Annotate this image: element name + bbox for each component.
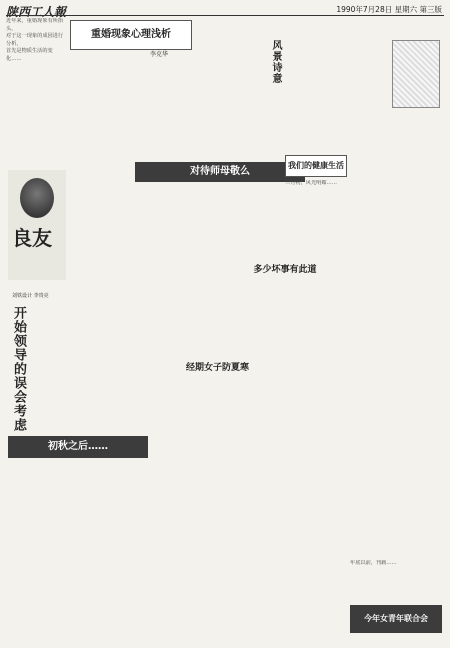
right-upper-text bbox=[195, 18, 305, 58]
reunion2-title: 经期女子防夏寒 bbox=[185, 363, 249, 373]
reunion-article-title: 重婚现象心理浅析 bbox=[70, 20, 192, 50]
poetry-body bbox=[8, 462, 148, 612]
evil-title: 多少坏事有此道 bbox=[253, 265, 317, 275]
plant-illustration bbox=[20, 178, 54, 218]
uncle-headline: 开始领导的误会考虑 bbox=[11, 306, 26, 432]
left-intro-text: 近年来，重婚现象有所抬头， 对于这一现象的成因进行分析， 首先是物质生活的变化…… bbox=[6, 18, 64, 62]
friends-title: 良友 bbox=[12, 226, 52, 250]
photo-credit: 刘铁设计 李贵亮 bbox=[12, 293, 49, 299]
feeling-title: 风景诗意 bbox=[270, 40, 281, 84]
portrait-photo bbox=[392, 40, 440, 108]
masthead: 陕西工人報 bbox=[6, 5, 67, 19]
dateline: 1990年7月28日 星期六 第三版 bbox=[336, 5, 442, 14]
ad-title: 今年女青年联合会 bbox=[350, 605, 442, 633]
reunion-byline: 李克华 bbox=[150, 51, 169, 58]
reunion-body bbox=[70, 58, 300, 158]
note-text: 年底以前，刊载…… bbox=[350, 560, 397, 566]
sisters-title: 我们的健康生活 bbox=[285, 155, 347, 177]
respect-body bbox=[135, 186, 305, 326]
header-rule bbox=[6, 15, 444, 16]
poetry-title: 初秋之后…… bbox=[8, 436, 148, 458]
respect-title: 对待师母敬么 bbox=[135, 162, 305, 182]
sisters-body: 三月初，风光明媚…… bbox=[285, 180, 337, 186]
